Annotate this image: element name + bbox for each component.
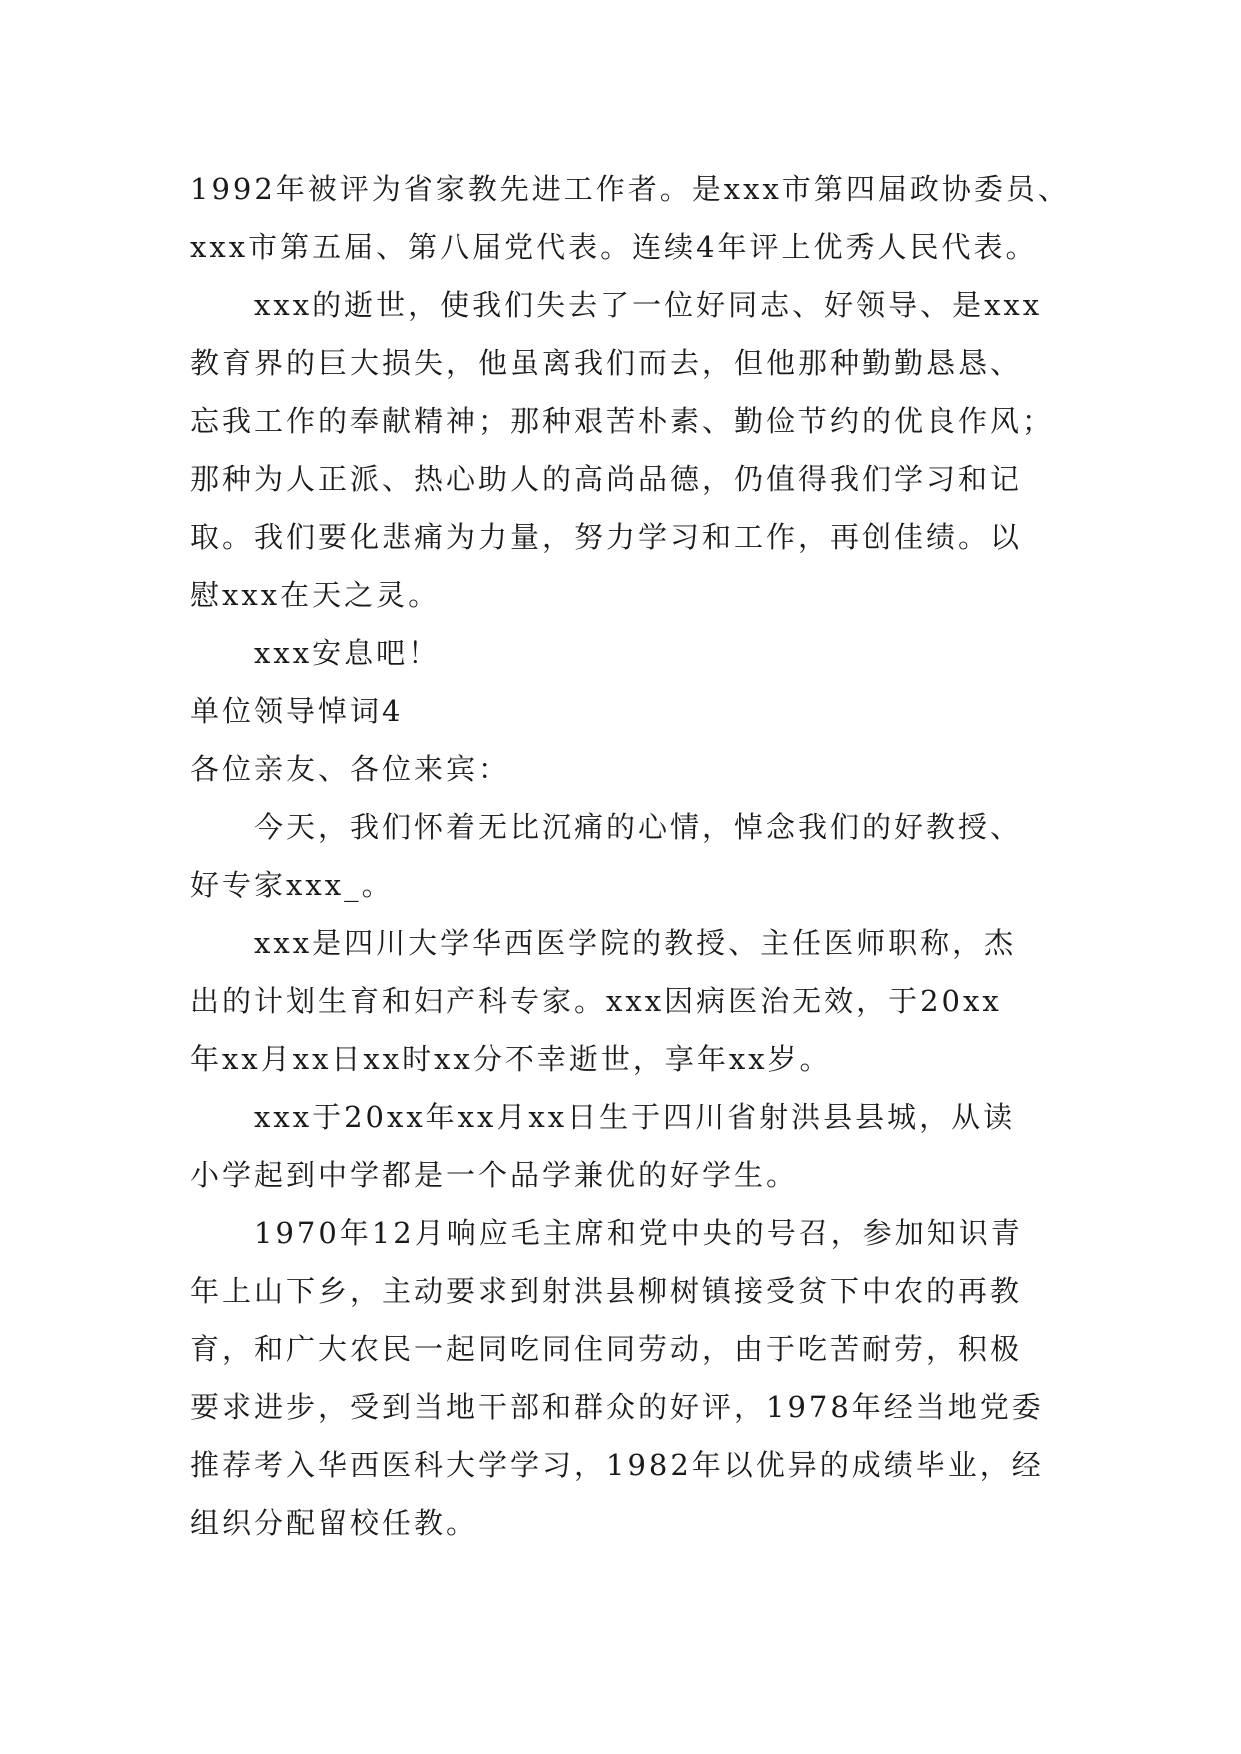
text-line: 小学起到中学都是一个品学兼优的好学生。 — [190, 1158, 799, 1192]
text-line: xxx市第五届、第八届党代表。连续4年评上优秀人民代表。 — [190, 230, 1038, 264]
section-heading: 单位领导悼词4 — [190, 694, 404, 728]
paragraph-start-line: xxx于20xx年xx月xx日生于四川省射洪县县城，从读 — [254, 1100, 1016, 1134]
text-line: 要求进步，受到当地干部和群众的好评，1978年经当地党委 — [190, 1390, 1044, 1424]
text-line: 忘我工作的奉献精神；那种艰苦朴素、勤俭节约的优良作风； — [190, 404, 1055, 438]
text-line: 取。我们要化悲痛为力量，努力学习和工作，再创佳绩。以 — [190, 520, 1023, 554]
paragraph-start-line: xxx的逝世，使我们失去了一位好同志、好领导、是xxx — [254, 288, 1043, 322]
paragraph-start-line: xxx是四川大学华西医学院的教授、主任医师职称，杰 — [254, 926, 1017, 960]
text-line: 育，和广大农民一起同吃同住同劳动，由于吃苦耐劳，积极 — [190, 1332, 1023, 1366]
text-line: 出的计划生育和妇产科专家。xxx因病医治无效，于20xx — [190, 984, 1002, 1018]
text-line: 慰xxx在天之灵。 — [190, 578, 441, 612]
text-line: 那种为人正派、热心助人的高尚品德，仍值得我们学习和记 — [190, 462, 1023, 496]
text-line: 1992年被评为省家教先进工作者。是xxx市第四届政协委员、 — [190, 172, 1070, 206]
salutation: 各位亲友、各位来宾： — [190, 752, 511, 786]
text-line: 推荐考入华西医科大学学习，1982年以优异的成绩毕业，经 — [190, 1448, 1044, 1482]
text-line: 好专家xxx_。 — [190, 868, 394, 902]
text-line: 组织分配留校任教。 — [190, 1506, 479, 1540]
paragraph-start-line: 今天，我们怀着无比沉痛的心情，悼念我们的好教授、 — [254, 810, 1023, 844]
text-line: 教育界的巨大损失，他虽离我们而去，但他那种勤勤恳恳、 — [190, 346, 1023, 380]
document-body — [190, 160, 1090, 1552]
text-line: 年xx月xx日xx时xx分不幸逝世，享年xx岁。 — [190, 1042, 832, 1076]
paragraph-start-line: xxx安息吧！ — [254, 636, 441, 670]
paragraph-start-line: 1970年12月响应毛主席和党中央的号召，参加知识青 — [254, 1216, 1023, 1250]
text-line: 年上山下乡，主动要求到射洪县柳树镇接受贫下中农的再教 — [190, 1274, 1023, 1308]
